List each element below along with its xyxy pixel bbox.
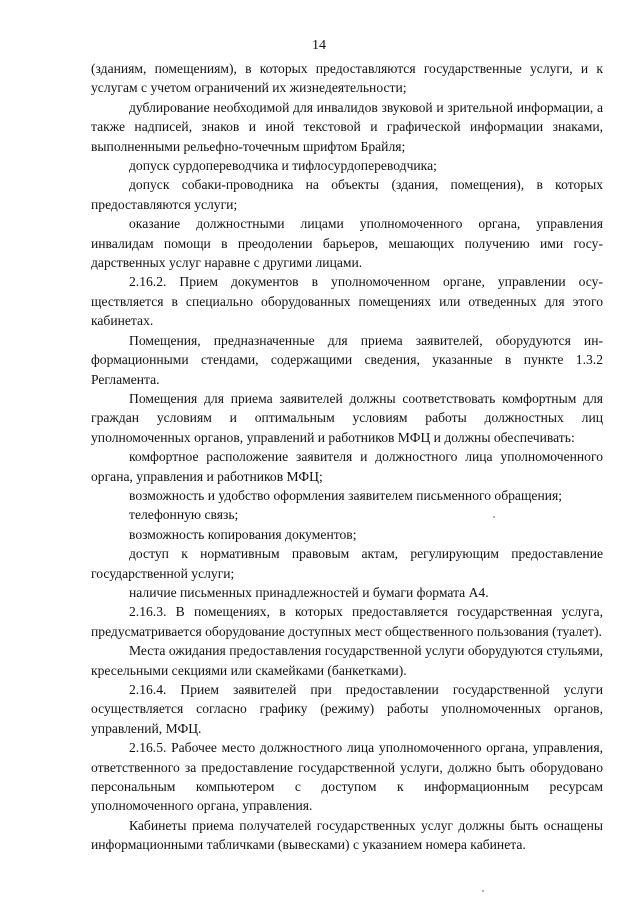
paragraph: возможность копирования документов; bbox=[129, 526, 357, 542]
paragraph: допуск сурдопереводчика и тифлосурдопереводчика; bbox=[129, 158, 437, 174]
paragraph: дублирование необходимой для инвалидов звуковой и зрительной информации, а также надписей, знаков и иной текстовой и графической информации знаками, выполненными рельефно-точечным шрифтом Брайля; bbox=[91, 99, 603, 154]
page-number: 14 bbox=[312, 38, 326, 53]
paragraph: оказание должностными лицами уполномоченного органа, управления инвалидам помощи в преодолении барьеров, мешающих получению ими государственных услуг наравне с другими лицами. bbox=[91, 216, 603, 271]
paragraph: Кабинеты приема получателей государственных услуг должны быть оснащены информационными табличками (вывесками) с указанием номера кабинета. bbox=[91, 817, 603, 853]
paragraph: Помещения, предназначенные для приема заявителей, оборудуются информационными стендами, содержащими сведения, указанные в пункте 1.3.2 Регламента. bbox=[91, 332, 603, 387]
paragraph: доступ к нормативным правовым актам, регулирующим предоставление государственной услуги; bbox=[91, 546, 603, 581]
scan-speck bbox=[482, 890, 484, 892]
paragraph: (зданиям, помещениям), в которых предоставляются государственные услуги, и к услугам с учетом ограничений их жизнедеятельности; bbox=[91, 61, 603, 96]
paragraph: наличие письменных принадлежностей и бумаги формата А4. bbox=[129, 584, 489, 600]
paragraph: 2.16.3. В помещениях, в которых предоставляется государственная услуга, предусматривается оборудование доступных мест общественного пользования (туалет). bbox=[91, 604, 603, 639]
paragraph: допуск собаки-проводника на объекты (здания, помещения), в которых предоставляются услуги; bbox=[91, 177, 603, 212]
paragraph: телефонную связь; bbox=[129, 507, 239, 523]
paragraph: возможность и удобство оформления заявителем письменного обращения; bbox=[129, 487, 563, 503]
paragraph: 2.16.2. Прием документов в уполномоченном органе, управлении осуществляется в специально оборудованных помещениях или отведенных для этого кабинетах. bbox=[91, 274, 603, 329]
paragraph: комфортное расположение заявителя и должностного лица уполномоченного органа, управления и работников МФЦ; bbox=[91, 449, 603, 484]
body-text bbox=[91, 59, 603, 855]
paragraph: 2.16.5. Рабочее место должностного лица уполномоченного органа, управления, ответственного за предоставление государственной услуги, должно быть оборудовано персональным компьютером с доступом к информационным ресурсам уполномоченного органа, управления. bbox=[91, 740, 603, 814]
paragraph: 2.16.4. Прием заявителей при предоставлении государственной услуги осуществляется согласно графику (режиму) работы уполномоченных органов, управлений, МФЦ. bbox=[91, 682, 603, 736]
paragraph: Помещения для приема заявителей должны соответствовать комфортным для граждан условиям и оптимальным условиям работы должностных лиц уполномоченных органов, управлений и работников МФЦ и должны обеспечивать: bbox=[91, 390, 603, 445]
scan-speck bbox=[493, 516, 495, 518]
paragraph: Места ожидания предоставления государственной услуги оборудуются стульями, кресельными секциями или скамейками (банкетками). bbox=[91, 643, 603, 678]
